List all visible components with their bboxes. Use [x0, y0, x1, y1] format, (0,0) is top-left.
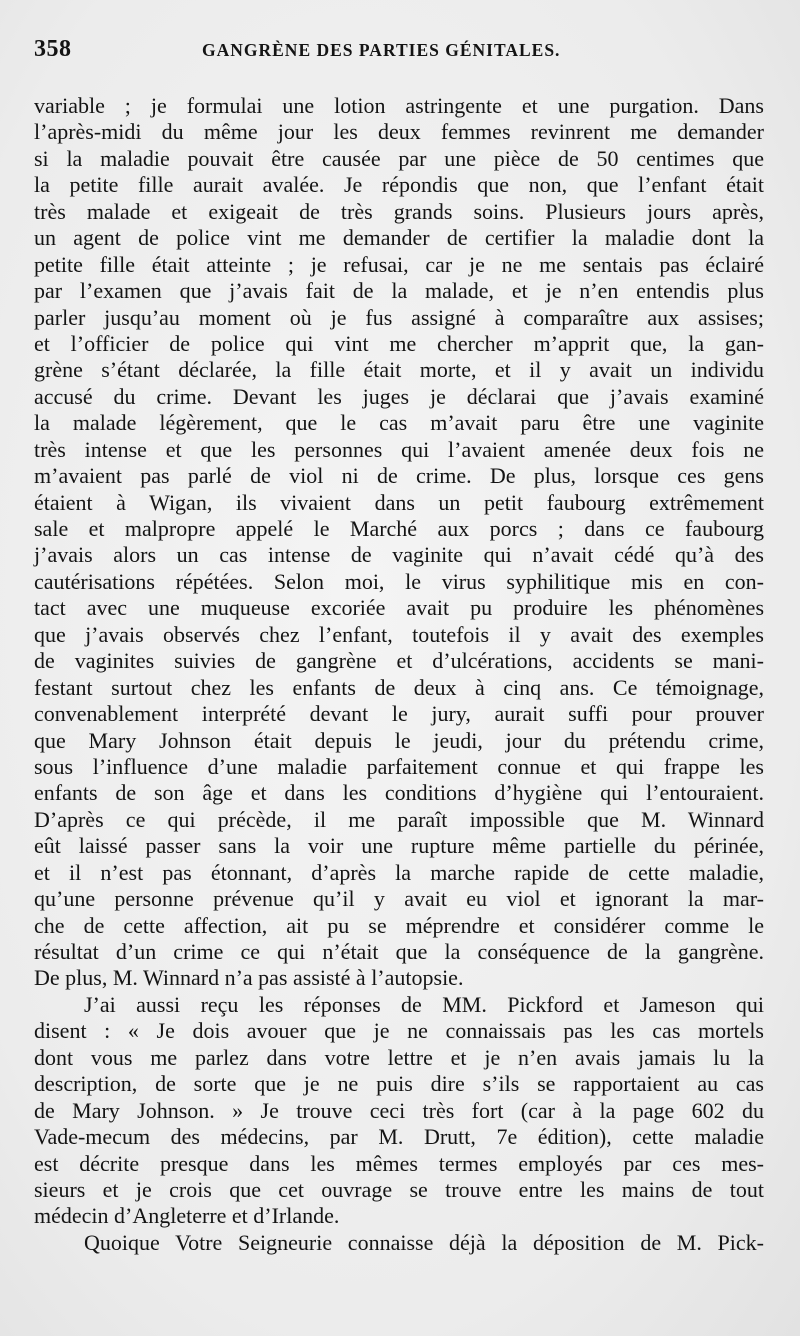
text-line-paragraph-end: médecin d’Angleterre et d’Irlande. — [34, 1203, 340, 1229]
text-line: description, de sorte que je ne puis dire s’ils se rapportaient au cas — [34, 1071, 764, 1097]
text-line: accusé du crime. Devant les juges je déclarai que j’avais examiné — [34, 383, 764, 409]
text-line: étaient à Wigan, ils vivaient dans un petit faubourg extrêmement — [34, 489, 764, 515]
text-line: de vaginites suivies de gangrène et d’ulcérations, accidents se mani- — [34, 648, 764, 674]
text-line: petite fille était atteinte ; je refusai, car je ne me sentais pas éclairé — [34, 251, 764, 277]
text-line-paragraph-end: De plus, M. Winnard n’a pas assisté à l’autopsie. — [34, 965, 464, 991]
text-line: sale et malpropre appelé le Marché aux porcs ; dans ce faubourg — [34, 516, 764, 541]
text-line: de Mary Johnson. » Je trouve ceci très fort (car à la page 602 du — [34, 1097, 764, 1123]
text-line: la malade légèrement, que le cas m’avait paru être une vaginite — [34, 410, 764, 436]
text-line: j’avais alors un cas intense de vaginite qui n’avait cédé qu’à des — [34, 542, 764, 568]
text-line: et l’officier de police qui vint me chercher m’apprit que, la gan- — [34, 330, 764, 356]
text-line: eût laissé passer sans la voir une rupture même partielle du périnée, — [34, 833, 764, 859]
text-line: sieurs et je crois que cet ouvrage se trouve entre les mains de tout — [34, 1176, 764, 1202]
text-line: qu’une personne prévenue qu’il y avait eu viol et ignorant la mar- — [34, 886, 764, 912]
text-line: si la maladie pouvait être causée par une pièce de 50 centimes que — [34, 145, 764, 171]
text-line: Vade-mecum des médecins, par M. Drutt, 7e édition), cette maladie — [34, 1124, 764, 1150]
text-line: très intense et que les personnes qui l’avaient amenée deux fois ne — [34, 436, 764, 462]
text-line: très malade et exigeait de très grands soins. Plusieurs jours après, — [34, 198, 764, 224]
text-line: est décrite presque dans les mêmes termes employés par ces mes- — [34, 1150, 764, 1176]
text-line: résultat d’un crime ce qui n’était que la conséquence de la gangrène. — [34, 939, 764, 964]
body-text — [34, 93, 764, 1256]
text-line: que j’avais observés chez l’enfant, toutefois il y avait des exemples — [34, 621, 764, 647]
page-header — [34, 36, 760, 70]
text-line-paragraph-start: Quoique Votre Seigneurie connaisse déjà la déposition de M. Pick- — [84, 1229, 764, 1255]
text-line: D’après ce qui précède, il me paraît impossible que M. Winnard — [34, 806, 764, 832]
text-line: un agent de police vint me demander de certifier la maladie dont la — [34, 225, 764, 251]
text-line: disent : « Je dois avouer que je ne connaissais pas les cas mortels — [34, 1018, 764, 1044]
text-line: et il n’est pas étonnant, d’après la marche rapide de cette maladie, — [34, 859, 764, 885]
text-line: sous l’influence d’une maladie parfaitement connue et qui frappe les — [34, 753, 764, 779]
text-line: festant surtout chez les enfants de deux à cinq ans. Ce témoignage, — [34, 674, 764, 700]
page-number: 358 — [34, 36, 72, 62]
text-line: que Mary Johnson était depuis le jeudi, jour du prétendu crime, — [34, 727, 764, 753]
text-line: variable ; je formulai une lotion astringente et une purgation. Dans — [34, 93, 764, 118]
text-line-paragraph-start: J’ai aussi reçu les réponses de MM. Pickford et Jameson qui — [84, 991, 764, 1017]
text-line: tact avec une muqueuse excoriée avait pu produire les phénomènes — [34, 595, 764, 621]
text-line: dont vous me parlez dans votre lettre et je n’en avais jamais lu la — [34, 1044, 764, 1070]
text-line: che de cette affection, ait pu se méprendre et considérer comme le — [34, 912, 764, 938]
text-line: l’après-midi du même jour les deux femmes revinrent me demander — [34, 119, 764, 145]
text-line: par l’examen que j’avais fait de la malade, et je n’en entendis plus — [34, 278, 764, 304]
text-line: m’avaient pas parlé de viol ni de crime. De plus, lorsque ces gens — [34, 463, 764, 489]
text-line: parler jusqu’au moment où je fus assigné à comparaître aux assises; — [34, 304, 764, 330]
text-line: enfants de son âge et dans les conditions d’hygiène qui l’entouraient. — [34, 780, 764, 806]
text-line: cautérisations répétées. Selon moi, le virus syphilitique mis en con- — [34, 568, 764, 594]
text-line: grène s’étant déclarée, la fille était morte, et il y avait un individu — [34, 357, 764, 383]
text-line: convenablement interprété devant le jury, aurait suffi pour prouver — [34, 701, 764, 727]
text-line: la petite fille aurait avalée. Je répondis que non, que l’enfant était — [34, 172, 764, 198]
running-title: GANGRÈNE DES PARTIES GÉNITALES. — [202, 40, 561, 60]
